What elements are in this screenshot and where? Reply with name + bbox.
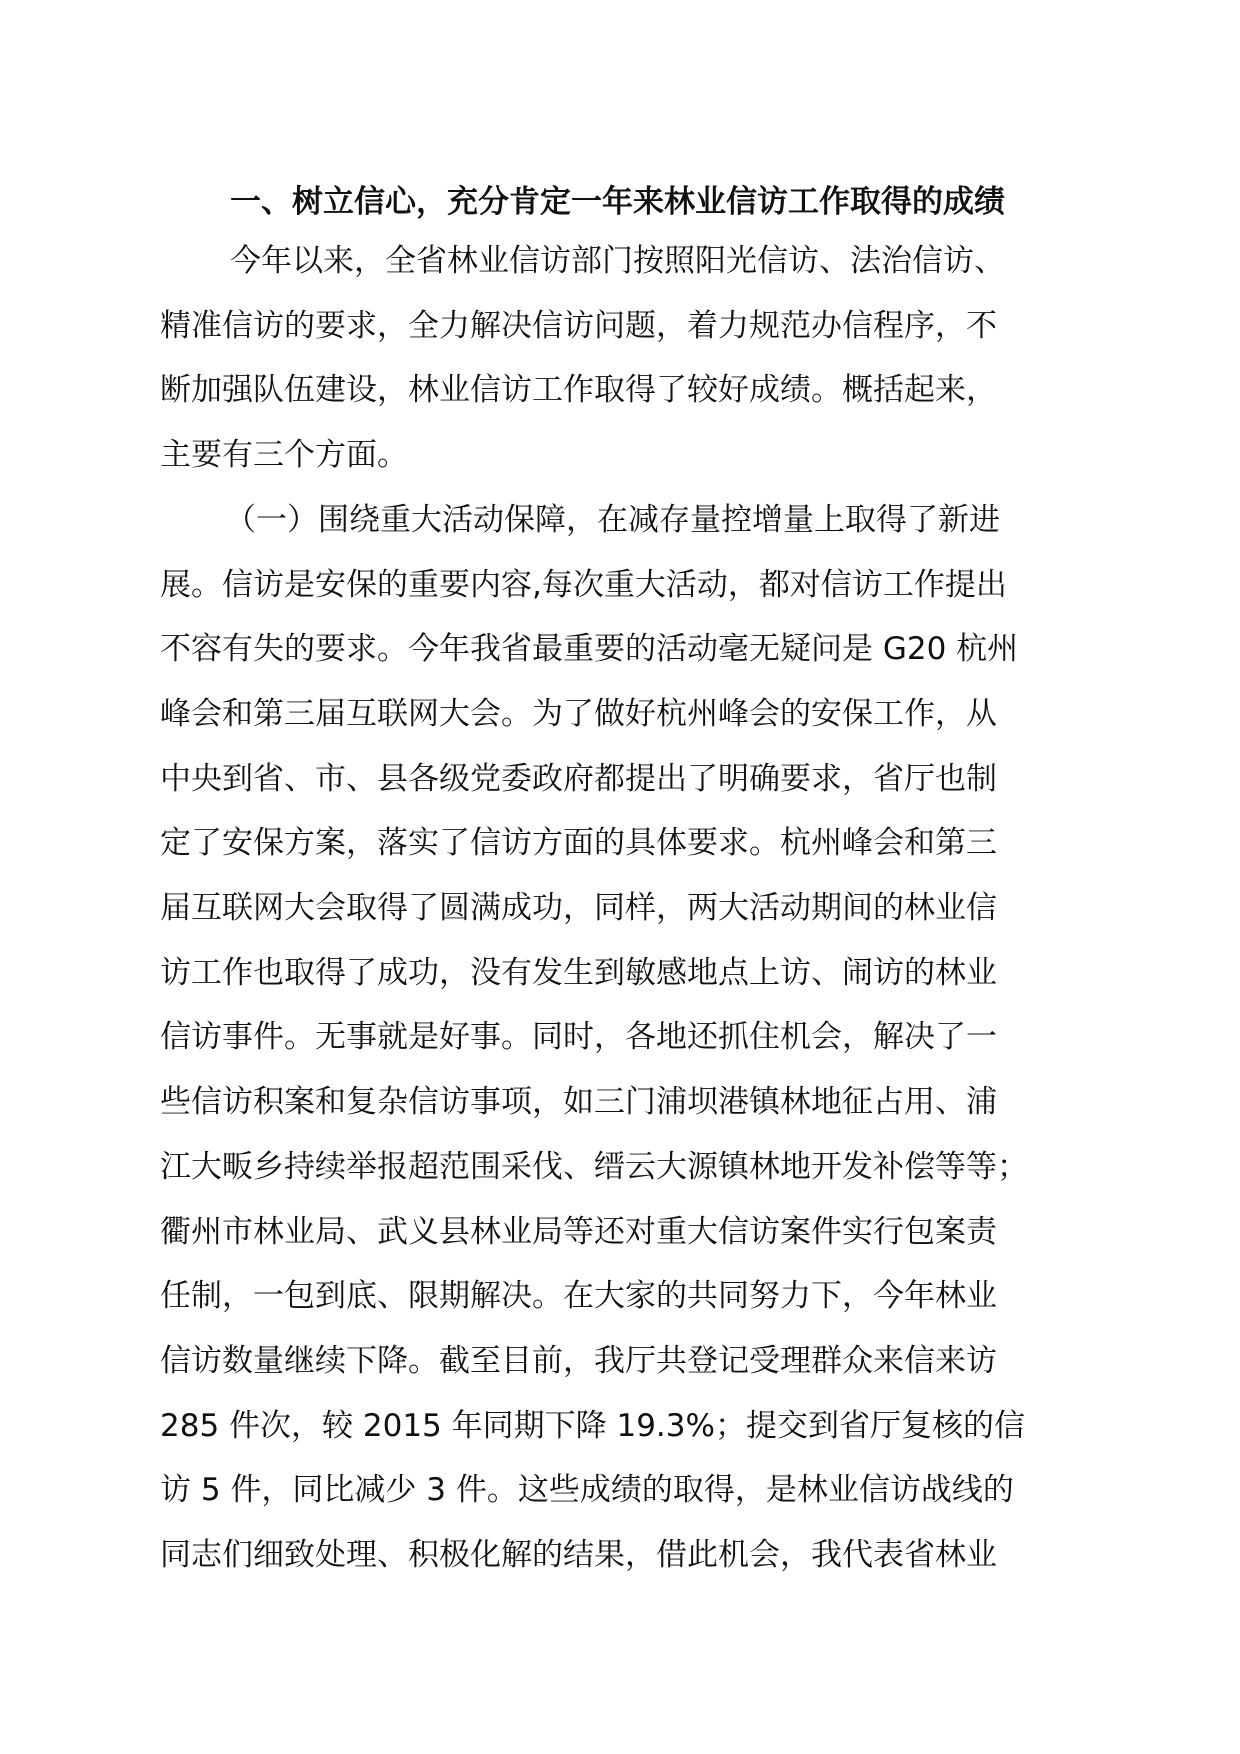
text-line: 精准信访的要求，全力解决信访问题，着力规范办信程序，不 bbox=[160, 307, 997, 344]
text-line: 任制，一包到底、限期解决。在大家的共同努力下，今年林业 bbox=[160, 1278, 997, 1315]
text-line: 信访数量继续下降。截至目前，我厅共登记受理群众来信来访 bbox=[160, 1342, 997, 1379]
text-line: 些信访积案和复杂信访事项，如三门浦坝港镇林地征占用、浦 bbox=[160, 1084, 997, 1121]
text-line: 访 5 件，同比减少 3 件。这些成绩的取得，是林业信访战线的 bbox=[160, 1472, 1014, 1509]
text-line: 展。信访是安保的重要内容,每次重大活动，都对信访工作提出 bbox=[160, 566, 1007, 603]
text-line: （一）围绕重大活动保障，在减存量控增量上取得了新进 bbox=[225, 501, 1000, 538]
text-line: 峰会和第三届互联网大会。为了做好杭州峰会的安保工作，从 bbox=[160, 695, 997, 732]
text-line: 衢州市林业局、武义县林业局等还对重大信访案件实行包案责 bbox=[160, 1213, 997, 1250]
text-line: 信访事件。无事就是好事。同时，各地还抓住机会，解决了一 bbox=[160, 1019, 997, 1056]
document-page bbox=[160, 175, 1080, 1588]
text-line: 江大畈乡持续举报超范围采伐、缙云大源镇林地开发补偿等等； bbox=[160, 1148, 1028, 1185]
text-line: 访工作也取得了成功，没有发生到敏感地点上访、闹访的林业 bbox=[160, 954, 997, 991]
text-line: 断加强队伍建设，林业信访工作取得了较好成绩。概括起来， bbox=[160, 372, 997, 409]
text-line: 届互联网大会取得了圆满成功，同样，两大活动期间的林业信 bbox=[160, 890, 997, 927]
text-line: 不容有失的要求。今年我省最重要的活动毫无疑问是 G20 杭州 bbox=[160, 631, 1019, 668]
text-line: 今年以来，全省林业信访部门按照阳光信访、法治信访、 bbox=[230, 243, 1005, 279]
text-line: 定了安保方案，落实了信访方面的具体要求。杭州峰会和第三 bbox=[160, 825, 997, 862]
paragraph-1 bbox=[160, 229, 1080, 488]
text-line: 同志们细致处理、积极化解的结果，借此机会，我代表省林业 bbox=[160, 1537, 997, 1574]
section-heading: 一、树立信心，充分肯定一年来林业信访工作取得的成绩 bbox=[230, 184, 1005, 220]
text-line: 主要有三个方面。 bbox=[160, 437, 408, 474]
text-line: 285 件次，较 2015 年同期下降 19.3%；提交到省厅复核的信 bbox=[160, 1407, 1025, 1444]
paragraph-2 bbox=[160, 488, 1080, 1588]
text-line: 中央到省、市、县各级党委政府都提出了明确要求，省厅也制 bbox=[160, 760, 997, 797]
